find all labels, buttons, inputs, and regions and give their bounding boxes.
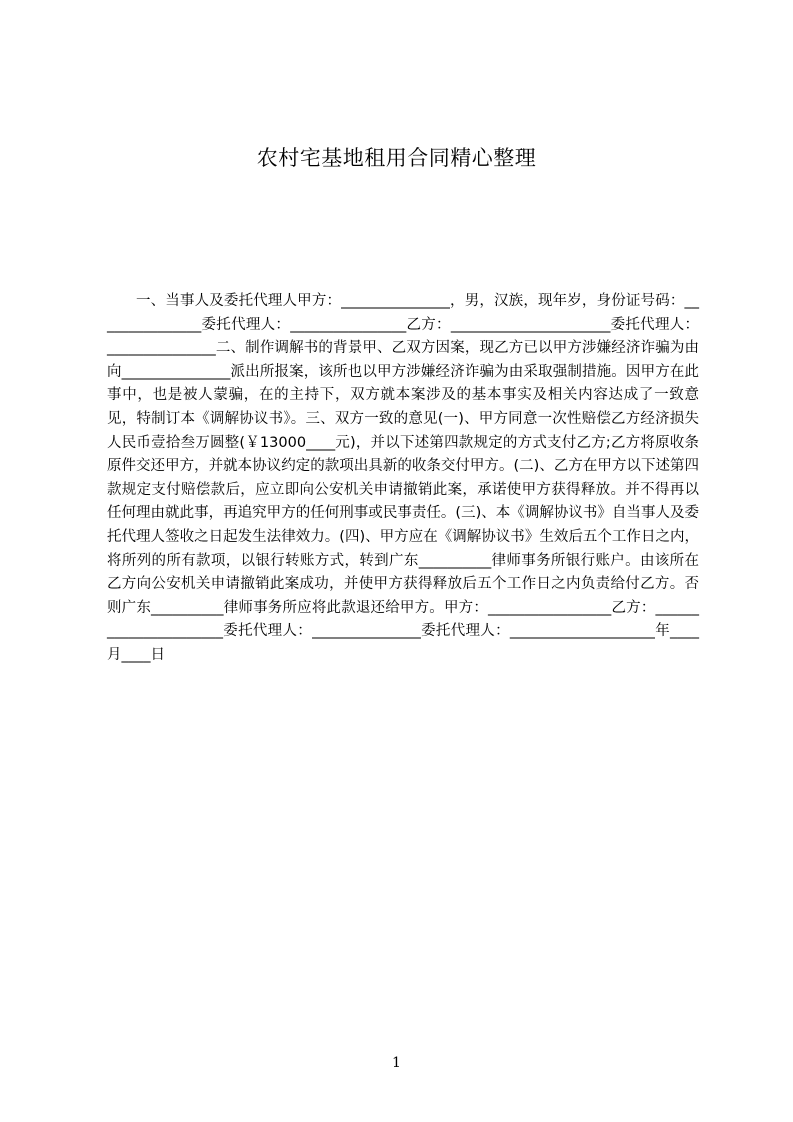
contract-body-paragraph: 一、当事人及委托代理人甲方：_______________，男，汉族，现年岁，身份证号码：_______________委托代理人：________________乙方：______________________委托代理人：_______________二、制作调解书的背景甲、乙双方因案，现乙方已以甲方涉嫌经济诈骗为由向_______________派出所报案，该所也以甲方涉嫌经济诈骗为由采取强制措施。因甲方在此事中，也是被人蒙骗，在的主持下，双方就本案涉及的基本事实及相关内容达成了一致意见，特制订本《调解协议书》。三、双方一致的意见(一)、甲方同意一次性赔偿乙方经济损失人民币壹拾叁万圆整(￥13000____元)，并以下述第四款规定的方式支付乙方;乙方将原收条原件交还甲方，并就本协议约定的款项出具新的收条交付甲方。(二)、乙方在甲方以下述第四款规定支付赔偿款后，应立即向公安机关申请撤销此案，承诺使甲方获得释放。并不得再以任何理由就此事，再追究甲方的任何刑事或民事责任。(三)、本《调解协议书》自当事人及委托代理人签收之日起发生法律效力。(四)、甲方应在《调解协议书》生效后五个工作日之内，将所列的所有款项，以银行转账方式，转到广东__________律师事务所银行账户。由该所在乙方向公安机关申请撤销此案成功，并使甲方获得释放后五个工作日之内负责给付乙方。否则广东__________律师事务所应将此款退还给甲方。甲方：_________________乙方：______________________委托代理人：_______________委托代理人：____________________年____月____日 xyxy=(107,293,699,663)
document-title: 农村宅基地租用合同精心整理 xyxy=(256,146,537,170)
page-number: 1 xyxy=(392,1055,401,1071)
